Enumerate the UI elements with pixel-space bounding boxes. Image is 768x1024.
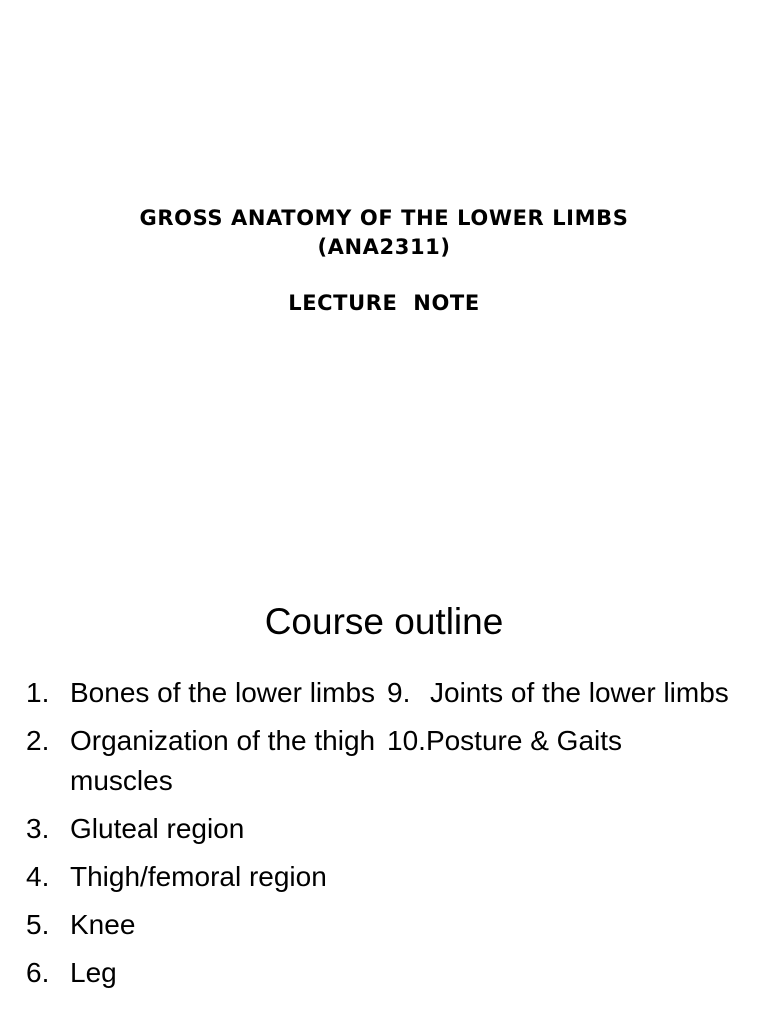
item-text: Thigh/femoral region [70, 861, 327, 892]
title-line-1: GROSS ANATOMY OF THE LOWER LIMBS [139, 206, 629, 230]
list-item [387, 721, 757, 761]
outline-list-left [26, 673, 376, 1001]
item-text: Leg [70, 957, 117, 988]
item-text: Bones of the lower limbs [70, 677, 376, 708]
list-item [26, 673, 376, 713]
item-number: 9. [387, 677, 411, 708]
list-item [26, 953, 376, 993]
list-item [26, 857, 376, 897]
item-number: 4. [26, 861, 50, 892]
item-number: 6. [26, 957, 50, 988]
item-text: Gluteal region [70, 813, 245, 844]
item-number: 5. [26, 909, 50, 940]
item-text: Knee [70, 909, 136, 940]
item-number: 10. [387, 725, 426, 756]
document-title [0, 204, 768, 262]
list-item [26, 809, 376, 849]
list-item [26, 905, 376, 945]
item-text: Organization of the thigh muscles [70, 725, 376, 796]
lecture-note-label: LECTURE NOTE [288, 291, 480, 315]
list-item [387, 673, 757, 713]
item-number: 2. [26, 725, 50, 756]
item-text: Posture & Gaits [425, 725, 623, 756]
outline-list-right [387, 673, 757, 769]
outline-heading: Course outline [264, 601, 504, 642]
outline-slide [0, 560, 768, 1024]
item-number: 3. [26, 813, 50, 844]
list-item [26, 721, 376, 801]
item-text: Joints of the lower limbs [430, 677, 729, 708]
item-number: 1. [26, 677, 50, 708]
course-code: (ANA2311) [317, 235, 451, 259]
